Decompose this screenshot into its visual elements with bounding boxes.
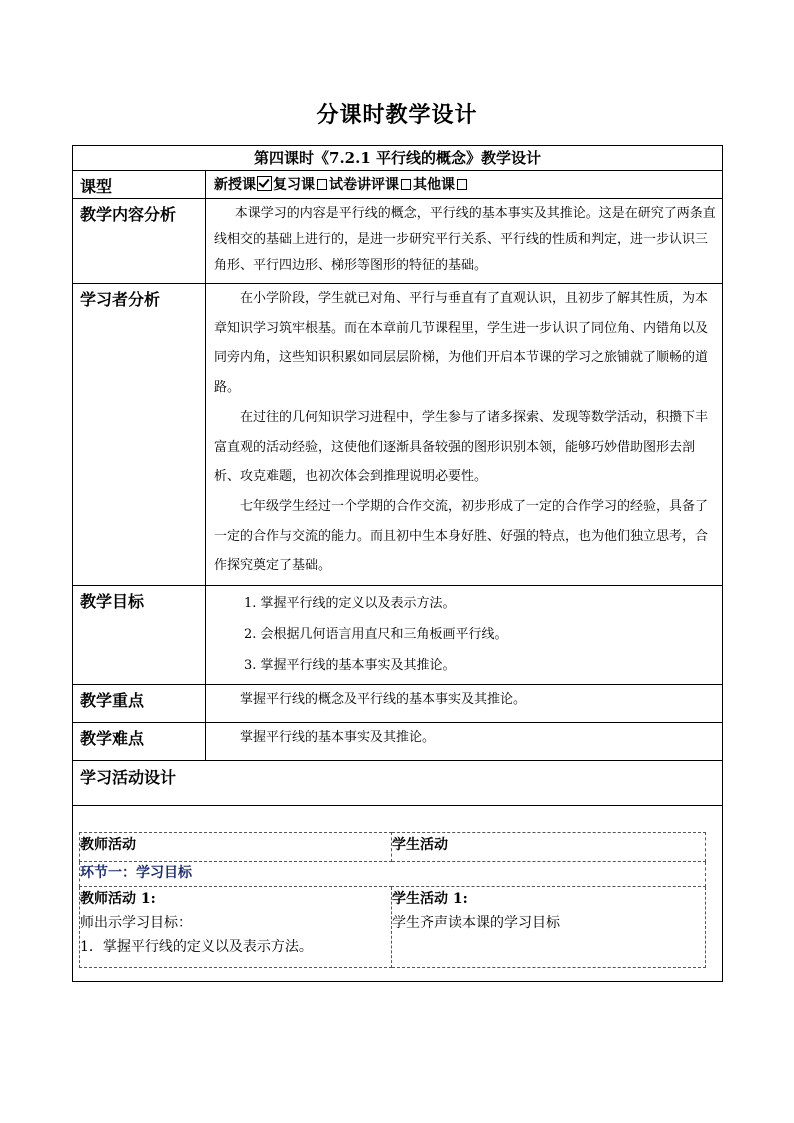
difficulties-cell <box>206 723 723 761</box>
student-activity-title: 学生活动 1: <box>392 891 468 908</box>
checkbox-icon[interactable] <box>457 179 467 190</box>
difficulties-label: 教学难点 <box>73 723 206 761</box>
key-points-text: 掌握平行线的概念及平行线的基本事实及其推论。 <box>240 692 527 708</box>
activity-design-cell <box>73 806 723 982</box>
objectives-cell <box>206 586 723 685</box>
checked-box-icon[interactable] <box>257 176 272 191</box>
checkbox-icon[interactable] <box>401 179 411 190</box>
learner-analysis-cell <box>206 284 723 586</box>
learner-analysis-label: 学习者分析 <box>73 284 206 586</box>
teacher-activity-title: 教师活动 1: <box>80 891 156 908</box>
lesson-title: 第四课时《7.2.1 平行线的概念》教学设计 <box>73 146 723 171</box>
learner-paragraph: 七年级学生经过一个学期的合作交流，初步形成了一定的合作学习的经验，具备了一定的合作与交流的能力。而且初中生本身好胜、好强的特点，也为他们独立思考，合作探究奠定了基础。 <box>214 498 709 574</box>
option-review-lesson: 复习课 <box>273 177 315 193</box>
option-other-lesson: 其他课 <box>413 177 455 193</box>
student-activity-cell <box>392 887 706 968</box>
key-points-label: 教学重点 <box>73 685 206 723</box>
objective-item: 1. 掌握平行线的定义以及表示方法。 <box>244 596 456 612</box>
objective-item: 2. 会根据几何语言用直尺和三角板画平行线。 <box>244 627 508 643</box>
learner-paragraph: 在过往的几何知识学习进程中，学生参与了诸多探索、发现等数学活动，积攒下丰富直观的活动经验，这使他们逐渐具备较强的图形识别本领，能够巧妙借助图形去剖析、攻克难题，也初次体会到推理说明必要性。 <box>214 409 709 485</box>
activity-table <box>79 832 706 968</box>
teacher-activity-cell <box>80 887 392 968</box>
objectives-list <box>206 588 722 681</box>
option-new-lesson: 新授课 <box>214 177 256 193</box>
option-exam-review-lesson: 试卷讲评课 <box>329 177 399 193</box>
key-points-cell <box>206 685 723 723</box>
content-analysis-text: 本课学习的内容是平行线的概念，平行线的基本事实及其推论。这是在研究了两条直线相交的基础上进行的，是进一步研究平行关系、平行线的性质和判定，进一步认识三角形、平行四边形、梯形等图形的特征的基础。 <box>214 206 716 273</box>
activity-design-heading: 学习活动设计 <box>73 761 723 806</box>
difficulties-text: 掌握平行线的基本事实及其推论。 <box>240 730 436 746</box>
page-title: 分课时教学设计 <box>316 102 478 128</box>
student-activity-header: 学生活动 <box>392 833 706 862</box>
content-analysis-cell <box>206 199 723 284</box>
lesson-type-options <box>206 171 723 199</box>
student-activity-line: 学生齐声读本课的学习目标 <box>392 915 560 932</box>
objective-item: 3. 掌握平行线的基本事实及其推论。 <box>244 658 456 674</box>
objectives-label: 教学目标 <box>73 586 206 685</box>
stage-title: 环节一：学习目标 <box>80 862 706 887</box>
learner-paragraph: 在小学阶段，学生就已对角、平行与垂直有了直观认识，且初步了解其性质，为本章知识学习筑牢根基。而在本章前几节课程里，学生进一步认识了同位角、内错角以及同旁内角，这些知识积累如同层层阶梯，为他们开启本节课的学习之旅铺就了顺畅的道路。 <box>214 291 709 396</box>
lesson-type-label: 课型 <box>73 171 206 199</box>
teacher-activity-line: 师出示学习目标： <box>80 915 192 932</box>
checkbox-icon[interactable] <box>317 179 327 190</box>
teacher-activity-header: 教师活动 <box>80 833 392 862</box>
lesson-design-table <box>72 145 723 982</box>
content-analysis-label: 教学内容分析 <box>73 199 206 284</box>
teacher-activity-line: 1．掌握平行线的定义以及表示方法。 <box>80 939 313 956</box>
